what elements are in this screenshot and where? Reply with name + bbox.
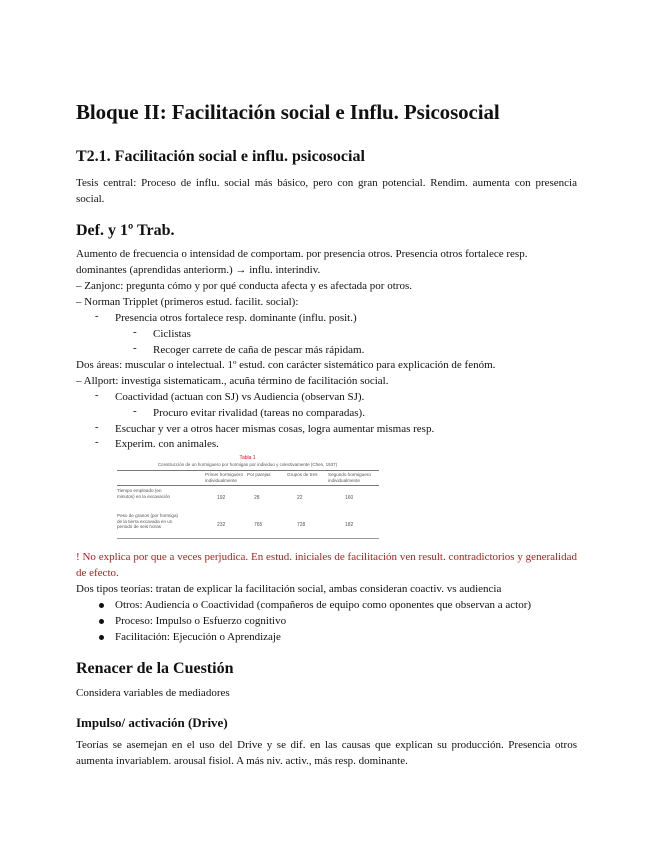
table-cell: 182	[345, 522, 354, 528]
table-cell: 28	[254, 495, 260, 501]
warning-paragraph: ! No explica por que a veces perjudica. En estud. iniciales de facilitación ven result. contradictorios y generalidad de efecto.	[76, 551, 577, 579]
document-title: Bloque II: Facilitación social e Influ. Psicosocial	[76, 100, 500, 124]
dash-marker: -	[133, 342, 137, 354]
dash-marker: -	[133, 326, 137, 338]
bullet-dot	[99, 635, 104, 640]
table-cell: 192	[217, 495, 226, 501]
dash-marker: -	[95, 310, 99, 322]
table-rule	[117, 538, 379, 539]
section-heading: T2.1. Facilitación social e influ. psicosocial	[76, 148, 365, 165]
table-cell: 160	[345, 495, 354, 501]
definition-line: Aumento de frecuencia o intensidad de comportam. por presencia otros. Presencia otros fortalece resp.	[76, 248, 528, 260]
list-item: Experim. con animales.	[115, 438, 219, 450]
allport-line: – Allport: investiga sistematicam., acuña término de facilitación social.	[76, 375, 389, 387]
zanjonc-line: – Zanjonc: pregunta cómo y por qué conducta afecta y es afectada por otros.	[76, 280, 412, 292]
chen-table-figure	[115, 455, 380, 539]
table-header: Segundo hormiguero individualmente	[328, 472, 371, 483]
list-item: Procuro evitar rivalidad (tareas no comparadas).	[153, 407, 365, 419]
table-cell: 765	[254, 522, 263, 528]
bullet-item: Facilitación: Ejecución o Aprendizaje	[115, 631, 281, 643]
table-cell: 728	[297, 522, 306, 528]
areas-line: Dos áreas: muscular o intelectual. 1º estud. con carácter sistemático para explicación de fenóm.	[76, 359, 496, 371]
definition-line: dominantes (aprendidas anteriorm.) → influ. interindiv.	[76, 264, 321, 276]
list-item: Coactividad (actuan con SJ) vs Audiencia (observan SJ).	[115, 391, 365, 403]
drive-paragraph: Teorías se asemejan en el uso del Drive y se dif. en las causas que explican su producción. Presencia otros aumenta invariablem. arousal fisiol. A más niv. activ., más resp. dominante.	[76, 739, 577, 767]
dash-marker: -	[95, 421, 99, 433]
table-header: Primer hormiguero individualmente	[205, 472, 244, 483]
bullet-dot	[99, 603, 104, 608]
tripplet-line: – Norman Tripplet (primeros estud. facilit. social):	[76, 296, 299, 308]
thesis-paragraph: Tesis central: Proceso de influ. social más básico, pero con gran potencial. Rendim. aumenta con presencia social.	[76, 177, 577, 205]
table-cell: 232	[217, 522, 226, 528]
list-item: Presencia otros fortalece resp. dominante (influ. posit.)	[115, 312, 357, 324]
bullet-item: Proceso: Impulso o Esfuerzo cognitivo	[115, 615, 287, 627]
table-caption: Tabla 1	[239, 455, 256, 461]
theories-line: Dos tipos teorías: tratan de explicar la facilitación social, ambas consideran coactiv. vs audiencia	[76, 583, 502, 595]
list-item: Recoger carrete de caña de pescar más rápidam.	[153, 344, 365, 356]
bullet-item: Otros: Audiencia o Coactividad (compañeros de equipo como oponentes que observan a actor)	[115, 599, 532, 611]
list-item: Ciclistas	[153, 328, 191, 340]
dash-marker: -	[95, 436, 99, 448]
renacer-heading: Renacer de la Cuestión	[76, 660, 234, 677]
table-rule	[117, 485, 379, 486]
table-header: Por parejas	[247, 472, 271, 477]
dash-marker: -	[133, 405, 137, 417]
table-row-label: Tiempo empleado (en minutos) en la excavación	[117, 488, 171, 499]
table-subtitle: Construcción de un hormiguero por hormigas por individuo y colectivamente (Chen, 1937)	[157, 462, 338, 467]
dash-marker: -	[95, 389, 99, 401]
table-header: Grupos de tres	[287, 472, 318, 477]
table-cell: 22	[297, 495, 303, 501]
drive-heading: Impulso/ activación (Drive)	[76, 715, 228, 730]
renacer-text: Considera variables de mediadores	[76, 687, 230, 699]
table-row-label: Peso de granos (por hormiga) de la tierra excavada en un periodo de seis horas	[117, 513, 179, 529]
list-item: Escuchar y ver a otros hacer mismas cosas, logra aumentar mismas resp.	[115, 423, 435, 435]
bullet-dot	[99, 619, 104, 624]
definition-heading: Def. y 1º Trab.	[76, 222, 175, 239]
table-rule	[117, 470, 379, 471]
